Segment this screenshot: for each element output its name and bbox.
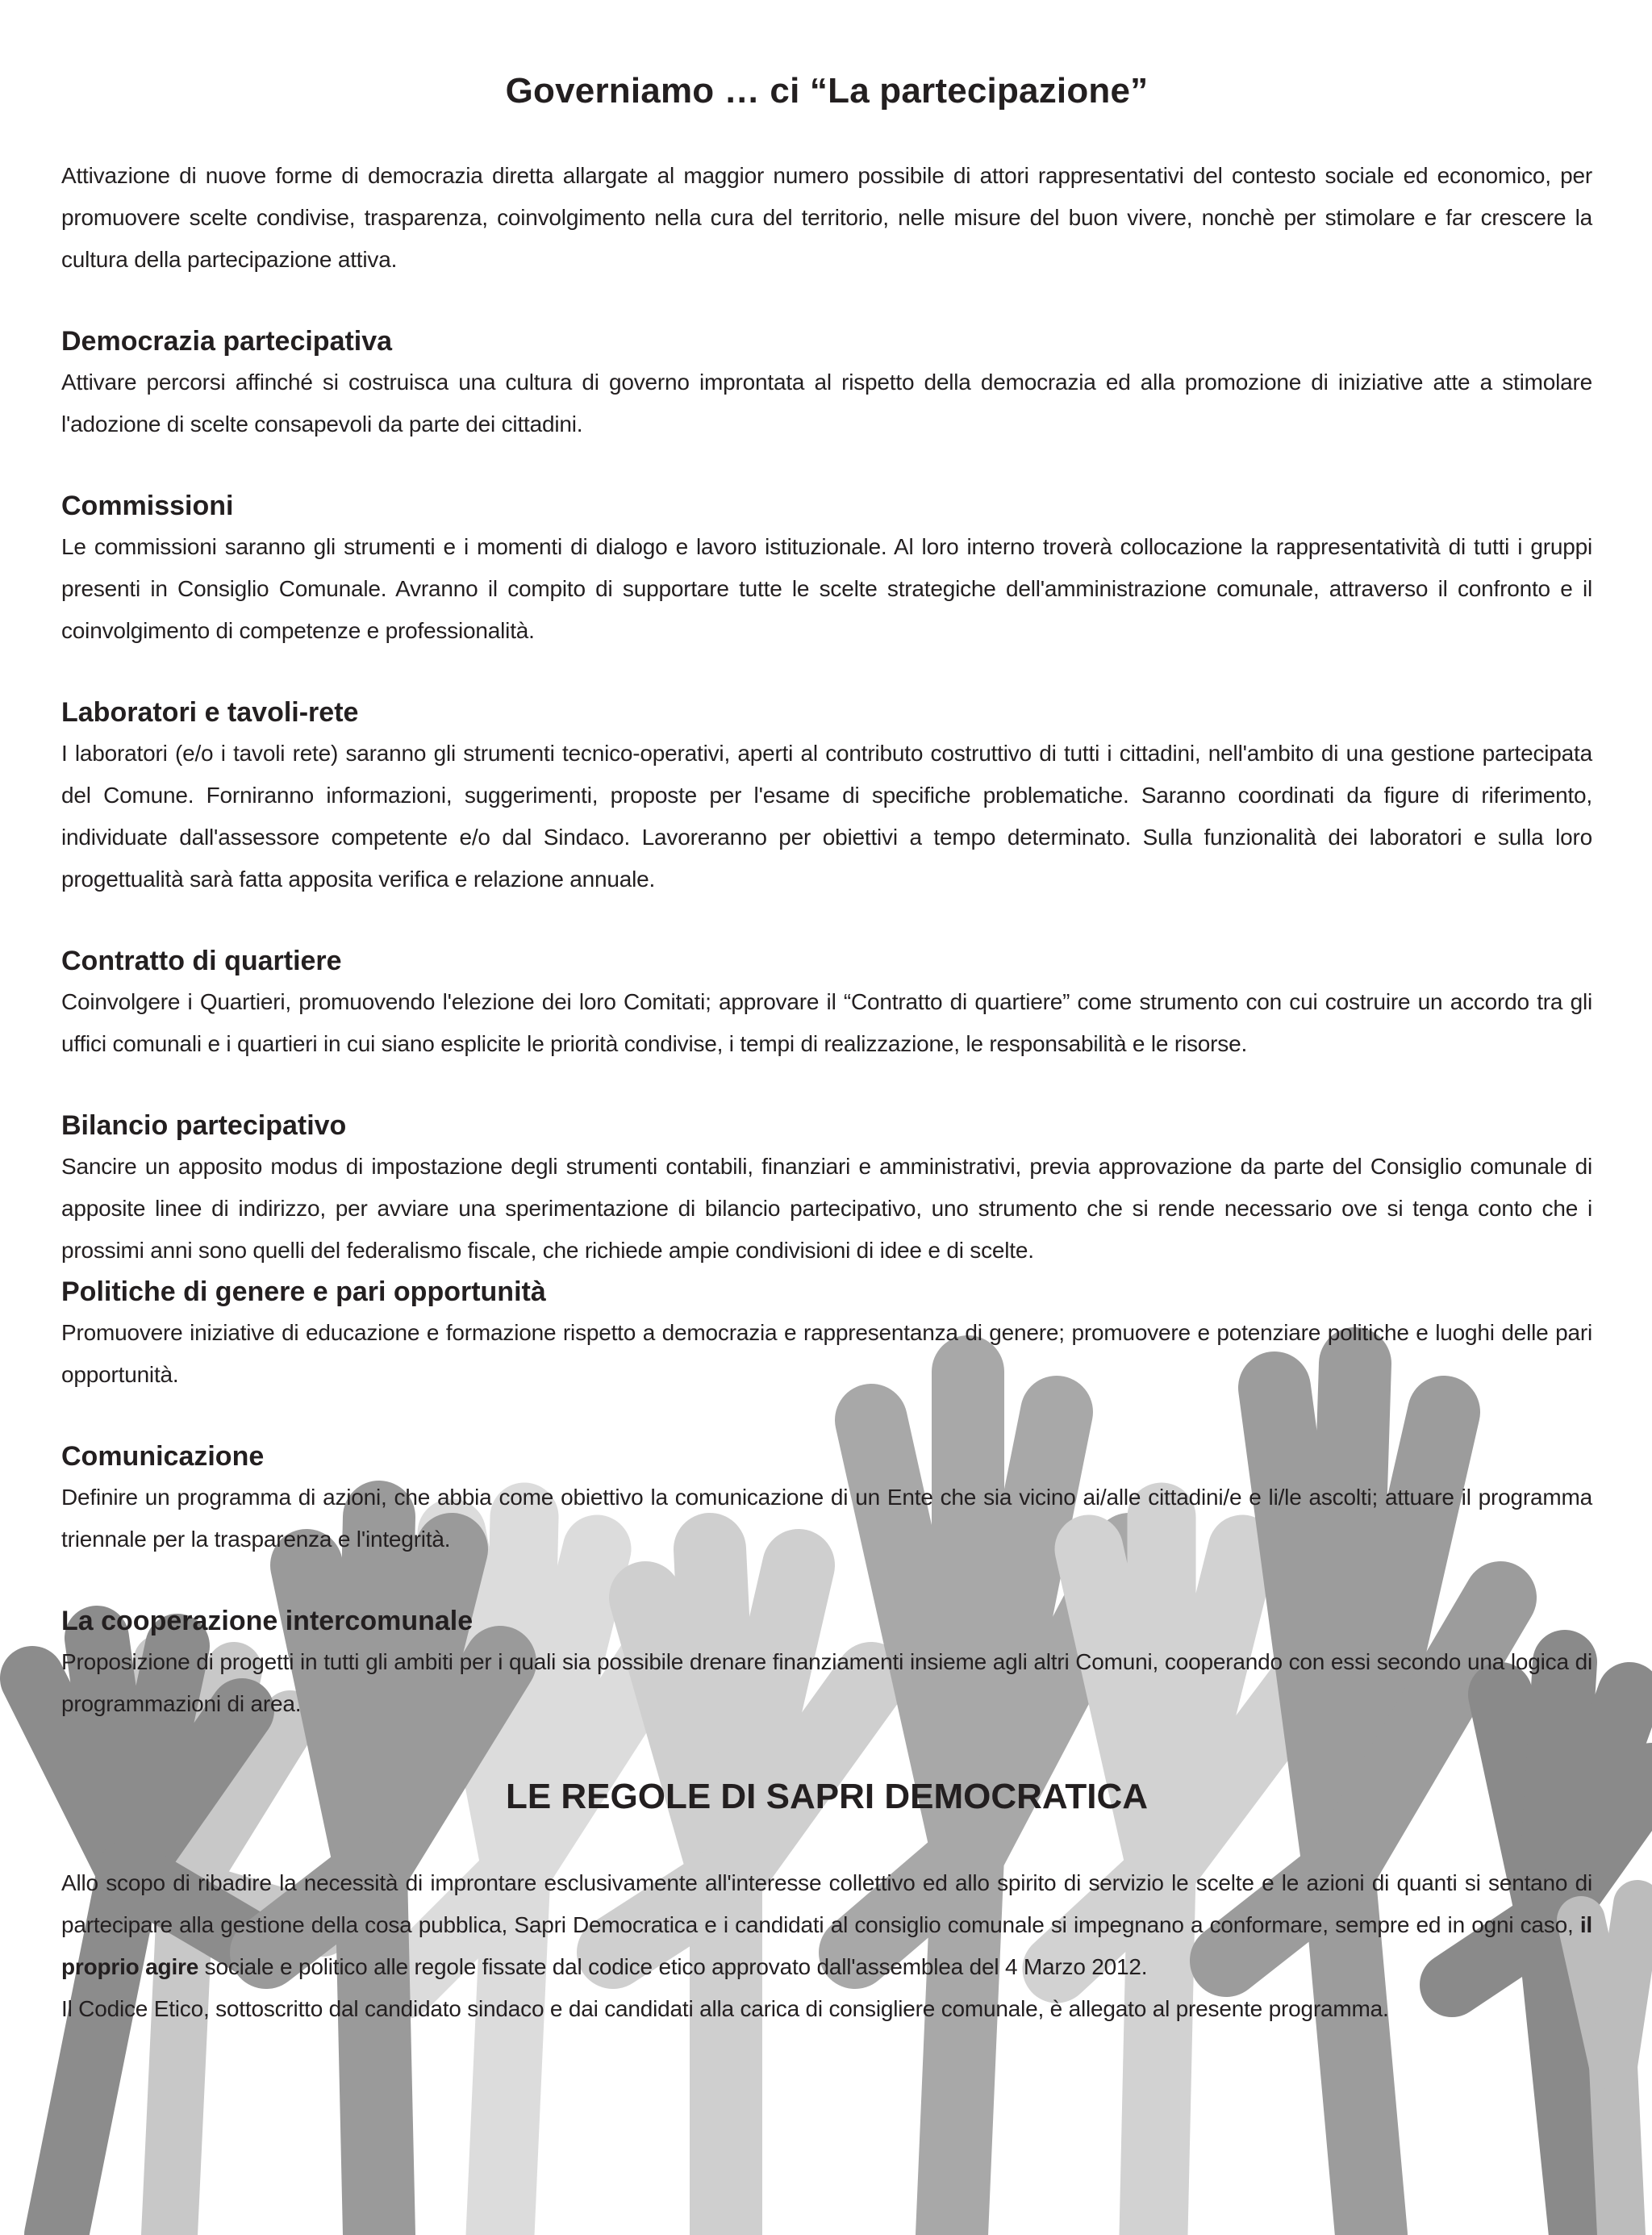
section-text: Sancire un apposito modus di impostazione degli strumenti contabili, finanziari e amministrativi, previa approvazione da parte del Consiglio comunale di apposite linee di indirizzo, per avviare una sperimentazione di bilancio partecipativo, uno strumento che si rende necessario ove si tenga conto che i prossimi anni sono quelli del federalismo fiscale, che richiede ampie condivisioni di idee e di scelte. xyxy=(61,1154,1592,1263)
section-text: Coinvolgere i Quartieri, promuovendo l'elezione dei loro Comitati; approvare il “Contratto di quartiere” come strumento con cui costruire un accordo tra gli uffici comunali e i quartieri in cui siano esplicite le priorità condivise, i tempi di realizzazione, le responsabilità e le risorse. xyxy=(61,989,1592,1056)
rules-text-bold: il proprio agire xyxy=(61,1912,1592,1979)
section-heading: Laboratori e tavoli-rete xyxy=(61,697,359,728)
section-contratto-quartiere xyxy=(61,941,1592,1065)
section-text: Promuovere iniziative di educazione e formazione rispetto a democrazia e rappresentanza di genere; promuovere e potenziare politiche e luoghi delle pari opportunità. xyxy=(61,1320,1592,1387)
section-heading: Comunicazione xyxy=(61,1441,265,1472)
rules-title: LE REGOLE DI SAPRI DEMOCRATICA xyxy=(505,1777,1149,1816)
section-text: Proposizione di progetti in tutti gli ambiti per i quali sia possibile drenare finanziamenti insieme agli altri Comuni, cooperando con essi secondo una logica di programmazioni di area. xyxy=(61,1649,1592,1716)
section-laboratori xyxy=(61,692,1592,900)
section-democrazia-partecipativa xyxy=(61,321,1592,445)
document-page xyxy=(61,71,1592,2030)
section-heading: Democrazia partecipativa xyxy=(61,326,393,357)
section-comunicazione xyxy=(61,1436,1592,1560)
section-text: Attivare percorsi affinché si costruisca una cultura di governo improntata al rispetto della democrazia ed alla promozione di iniziative atte a stimolare l'adozione di scelte consapevoli da parte dei cittadini. xyxy=(61,370,1592,437)
intro-paragraph: Attivazione di nuove forme di democrazia diretta allargate al maggior numero possibile di attori rappresentativi del contesto sociale ed economico, per promuovere scelte condivise, trasparenza, coinvolgimento nella cura del territorio, nelle misure del buon vivere, nonchè per stimolare e far crescere la cultura della partecipazione attiva. xyxy=(61,163,1592,272)
section-heading: Bilancio partecipativo xyxy=(61,1110,347,1141)
page-title: Governiamo … ci “La partecipazione” xyxy=(505,71,1149,111)
section-text: Le commissioni saranno gli strumenti e i momenti di dialogo e lavoro istituzionale. Al loro interno troverà collocazione la rappresentatività di tutti i gruppi presenti in Consiglio Comunale. Avranno il compito di supportare tutte le scelte strategiche dell'amministrazione comunale, attraverso il confronto e il coinvolgimento di competenze e professionalità. xyxy=(61,534,1592,643)
section-heading: Politiche di genere e pari opportunità xyxy=(61,1276,546,1307)
section-text: I laboratori (e/o i tavoli rete) saranno gli strumenti tecnico-operativi, aperti al contributo costruttivo di tutti i cittadini, nell'ambito di una gestione partecipata del Comune. Forniranno informazioni, suggerimenti, proposte per l'esame di specifiche problematiche. Saranno coordinati da figure di riferimento, individuate dall'assessore competente e/o dal Sindaco. Lavoreranno per obiettivi a tempo determinato. Sulla funzionalità dei laboratori e sulla loro progettualità sarà fatta apposita verifica e relazione annuale. xyxy=(61,741,1592,892)
rules-text-end: sociale e politico alle regole fissate dal codice etico approvato dall'assemblea del 4 Marzo 2012. xyxy=(198,1954,1148,1979)
section-text: Definire un programma di azioni, che abbia come obiettivo la comunicazione di un Ente che sia vicino ai/alle cittadini/e e li/le ascolti; attuare il programma triennale per la trasparenza e l'integrità. xyxy=(61,1485,1592,1552)
section-heading: La cooperazione intercomunale xyxy=(61,1606,473,1636)
section-bilancio-partecipativo xyxy=(61,1105,1592,1272)
rules-paragraph xyxy=(61,1862,1592,1988)
section-commissioni xyxy=(61,486,1592,652)
rules-code-note: Il Codice Etico, sottoscritto dal candidato sindaco e dai candidati alla carica di consigliere comunale, è allegato al presente programma. xyxy=(61,1996,1389,2021)
rules-text-start: Allo scopo di ribadire la necessità di improntare esclusivamente all'interesse collettivo ed allo spirito di servizio le scelte e le azioni di quanti si sentano di partecipare alla gestione della cosa pubblica, Sapri Democratica e i candidati al consiglio comunale si impegnano a conformare, sempre ed in ogni caso, xyxy=(61,1870,1592,1937)
section-heading: Commissioni xyxy=(61,491,234,521)
section-heading: Contratto di quartiere xyxy=(61,946,342,976)
section-cooperazione-intercomunale xyxy=(61,1601,1592,1725)
section-politiche-genere xyxy=(61,1272,1592,1396)
